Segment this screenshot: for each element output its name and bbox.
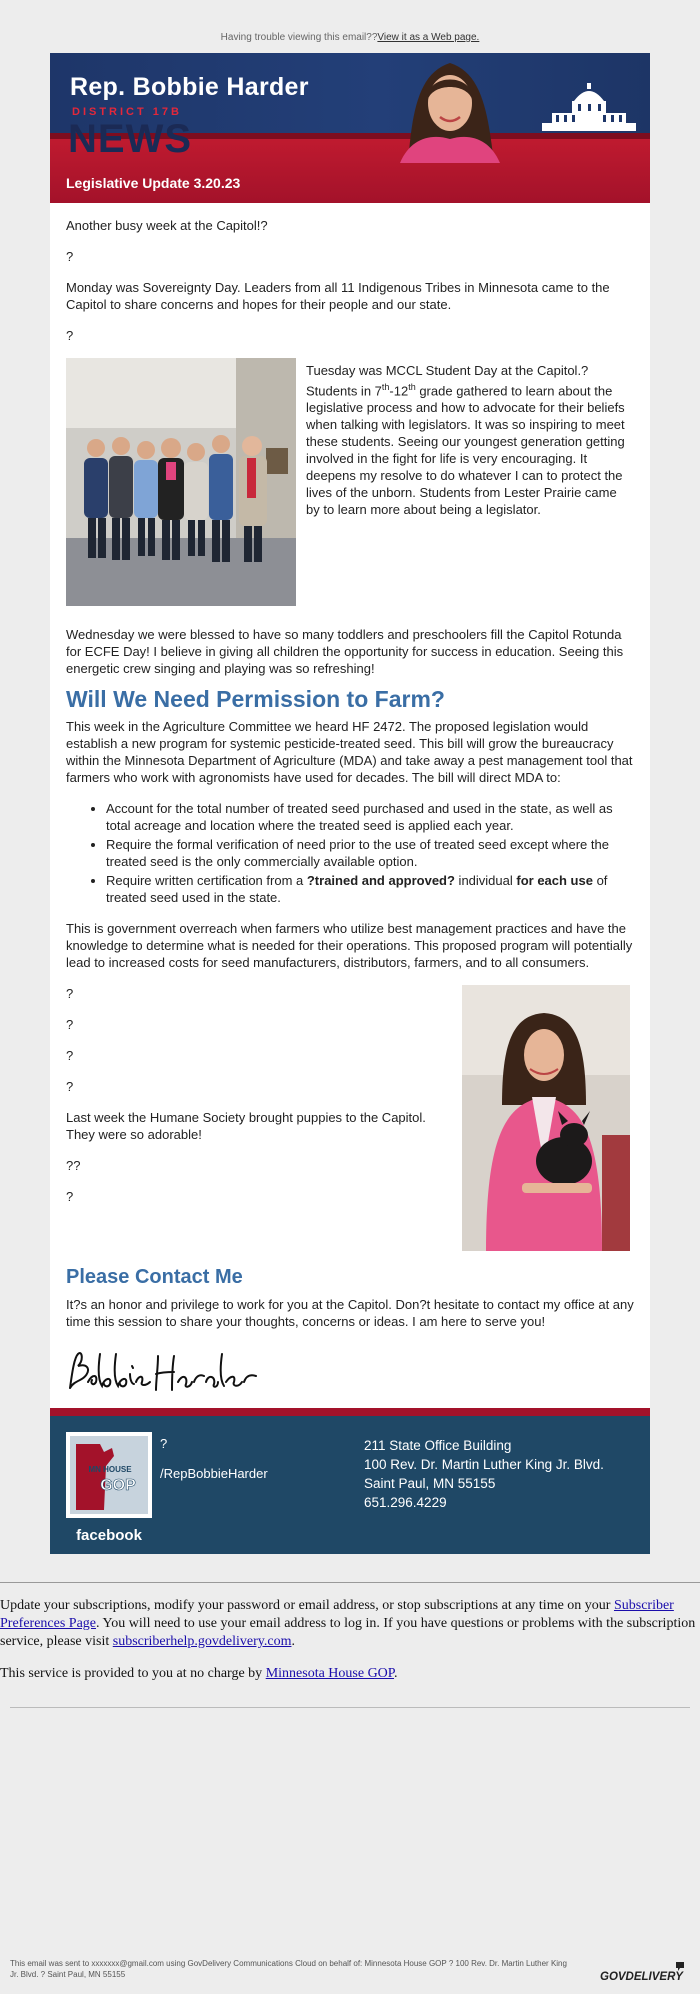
subscription-paragraph <box>0 1597 700 1651</box>
address-line: 211 State Office Building <box>364 1438 512 1453</box>
govdelivery-text: GOVDELIVERY <box>600 1971 683 1983</box>
spacer-text: ? <box>66 986 74 1001</box>
service-text: . <box>394 1666 398 1681</box>
trouble-text: Having trouble viewing this email?? <box>220 32 378 43</box>
facebook-label: facebook <box>76 1527 142 1544</box>
address-line: 100 Rev. Dr. Martin Luther King Jr. Blvd. <box>364 1457 604 1472</box>
logo-mnhouse-text: MN HOUSE <box>88 1465 132 1474</box>
subscription-text: . <box>291 1634 295 1649</box>
spacer-text: ? <box>66 328 74 343</box>
sent-to-note: This email was sent to xxxxxxx@gmail.com using GovDelivery Communications Cloud on behalf of: Minnesota House GOP ? 100 Rev. Dr. Martin Luther King Jr. Blvd. ? Saint Paul, MN 55155 <box>10 1959 567 1979</box>
service-text: This service is provided to you at no charge by <box>0 1666 266 1681</box>
mn-house-gop-link[interactable]: Minnesota House GOP <box>265 1666 395 1681</box>
newsletter-content <box>50 203 650 1408</box>
contact-heading: Please Contact Me <box>66 1266 243 1288</box>
list-item-text: Require written certification from a <box>106 873 307 888</box>
spacer-text: ? <box>66 1048 74 1063</box>
subscriber-preferences-link[interactable]: Subscriber Preferences Page <box>0 1598 674 1631</box>
farm-paragraph: This week in the Agriculture Committee we heard HF 2472. The proposed legislation would establish a new program for systemic pesticide-treated seed. This bill will grow the bureaucracy within the Minnesota Department of Agriculture (MDA) and take away a pest management tool that farmers who work with agronomists have used for decades. The bill will direct MDA to: <box>66 719 633 785</box>
student-day-text <box>306 358 634 606</box>
bottom-divider <box>10 1707 690 1708</box>
representative-name: Rep. Bobbie Harder <box>70 73 309 101</box>
spacer-text: ? <box>66 249 74 264</box>
subscription-info <box>0 1582 700 1708</box>
representative-portrait <box>390 53 510 163</box>
intro-paragraph: Another busy week at the Capitol!? <box>66 218 268 233</box>
spacer-text: ? <box>66 1189 74 1204</box>
spacer-text: ? <box>66 1017 74 1032</box>
mda-requirements-list <box>106 800 634 906</box>
list-item-emphasis: ?trained and approved? <box>306 873 455 888</box>
sovereignty-paragraph: Monday was Sovereignty Day. Leaders from all 11 Indigenous Tribes in Minnesota came to the Capitol to share concerns and hopes for their people and our state. <box>66 280 610 312</box>
spacer-text: ?? <box>66 1158 81 1173</box>
spacer-text: ? <box>66 1079 74 1094</box>
service-paragraph <box>0 1665 700 1683</box>
phone-number: 651.296.4229 <box>364 1495 447 1510</box>
newsletter-banner <box>50 53 650 203</box>
logo-gop-text: GOP <box>100 1477 136 1494</box>
student-day-section <box>66 358 634 606</box>
farm-heading: Will We Need Permission to Farm? <box>66 686 445 712</box>
list-item-text: of treated seed used in the state. <box>106 873 608 905</box>
facebook-logo[interactable] <box>66 1432 152 1546</box>
chat-bubble-icon <box>676 1962 684 1971</box>
handwritten-signature <box>66 1344 266 1404</box>
list-item: • Require the formal verification of need prior to the use of treated seed except where the treated seed is the only commercially available option. <box>106 836 634 870</box>
student-day-text-part: -12 <box>389 383 409 399</box>
govdelivery-logo[interactable] <box>598 1960 686 1986</box>
capitol-building-icon <box>542 83 636 139</box>
update-title: Legislative Update 3.20.23 <box>66 175 241 191</box>
list-item-text: individual <box>454 873 517 888</box>
student-day-text-part: grade gathered to learn about the legislative process and how to advocate for their beliefs when talking with legislators. It was so inspiring to meet these students. Seeing our youngest generation getting involved in the fight for life is very encouraging. It deepens my resolve to do whatever I can to protect the lives of the unborn. Students from Lester Prairie came by to learn more about being a legislator. <box>306 383 625 518</box>
subscription-text: Update your subscriptions, modify your password or email address, or stop subscriptions at any time on your <box>0 1598 614 1613</box>
view-web-page-link[interactable]: View it as a Web page. <box>377 32 480 43</box>
newsletter-card <box>50 53 650 1554</box>
list-item: • Account for the total number of treated seed purchased and used in the state, as well as total acreage and location where the treated seed is applied each year. <box>106 800 634 834</box>
district-label: DISTRICT 17B <box>72 106 182 118</box>
ordinal-suffix: th <box>381 382 390 392</box>
student-day-photo <box>66 358 296 606</box>
ordinal-suffix: th <box>408 382 416 392</box>
humane-society-paragraph: Last week the Humane Society brought puppies to the Capitol. They were so adorable! <box>66 1110 426 1142</box>
top-note <box>0 0 700 53</box>
puppy-photo <box>462 985 630 1251</box>
humane-society-section <box>66 985 634 1251</box>
overreach-paragraph: This is government overreach when farmers who utilize best management practices and have the knowledge to determine what is needed for their operations. This proposed program will potentially lead to increased costs for seed manufacturers, distributors, farmers, and to all consumers. <box>66 921 633 970</box>
subscription-text: . You will need to use your email address to log in. If you have questions or problems with the subscription service, please visit <box>0 1616 696 1649</box>
footer-divider <box>50 1408 650 1416</box>
list-item <box>106 872 634 906</box>
facebook-handle-link[interactable]: /RepBobbieHarder <box>160 1466 268 1481</box>
contact-paragraph: It?s an honor and privilege to work for you at the Capitol. Don?t hesitate to contact my office at any time this session to share your thoughts, concerns or ideas. I am here to serve you! <box>66 1297 634 1329</box>
office-address <box>364 1436 604 1512</box>
contact-footer <box>50 1416 650 1554</box>
news-wordmark: NEWS <box>68 117 192 161</box>
subscriber-help-link[interactable]: subscriberhelp.govdelivery.com <box>112 1634 292 1649</box>
student-day-text-part: Tuesday was MCCL Student Day at the Capitol.? Students in 7 <box>306 363 589 399</box>
footer-spacer-text: ? <box>160 1436 168 1451</box>
ecfe-day-paragraph: Wednesday we were blessed to have so many toddlers and preschoolers fill the Capitol Rotunda for ECFE Day! I believe in giving all children the opportunity for success in education. Seeing this energetic crew singing and playing was so refreshing! <box>66 627 624 676</box>
humane-society-text <box>66 985 426 1251</box>
list-item-emphasis: for each use <box>516 873 593 888</box>
address-line: Saint Paul, MN 55155 <box>364 1476 496 1491</box>
